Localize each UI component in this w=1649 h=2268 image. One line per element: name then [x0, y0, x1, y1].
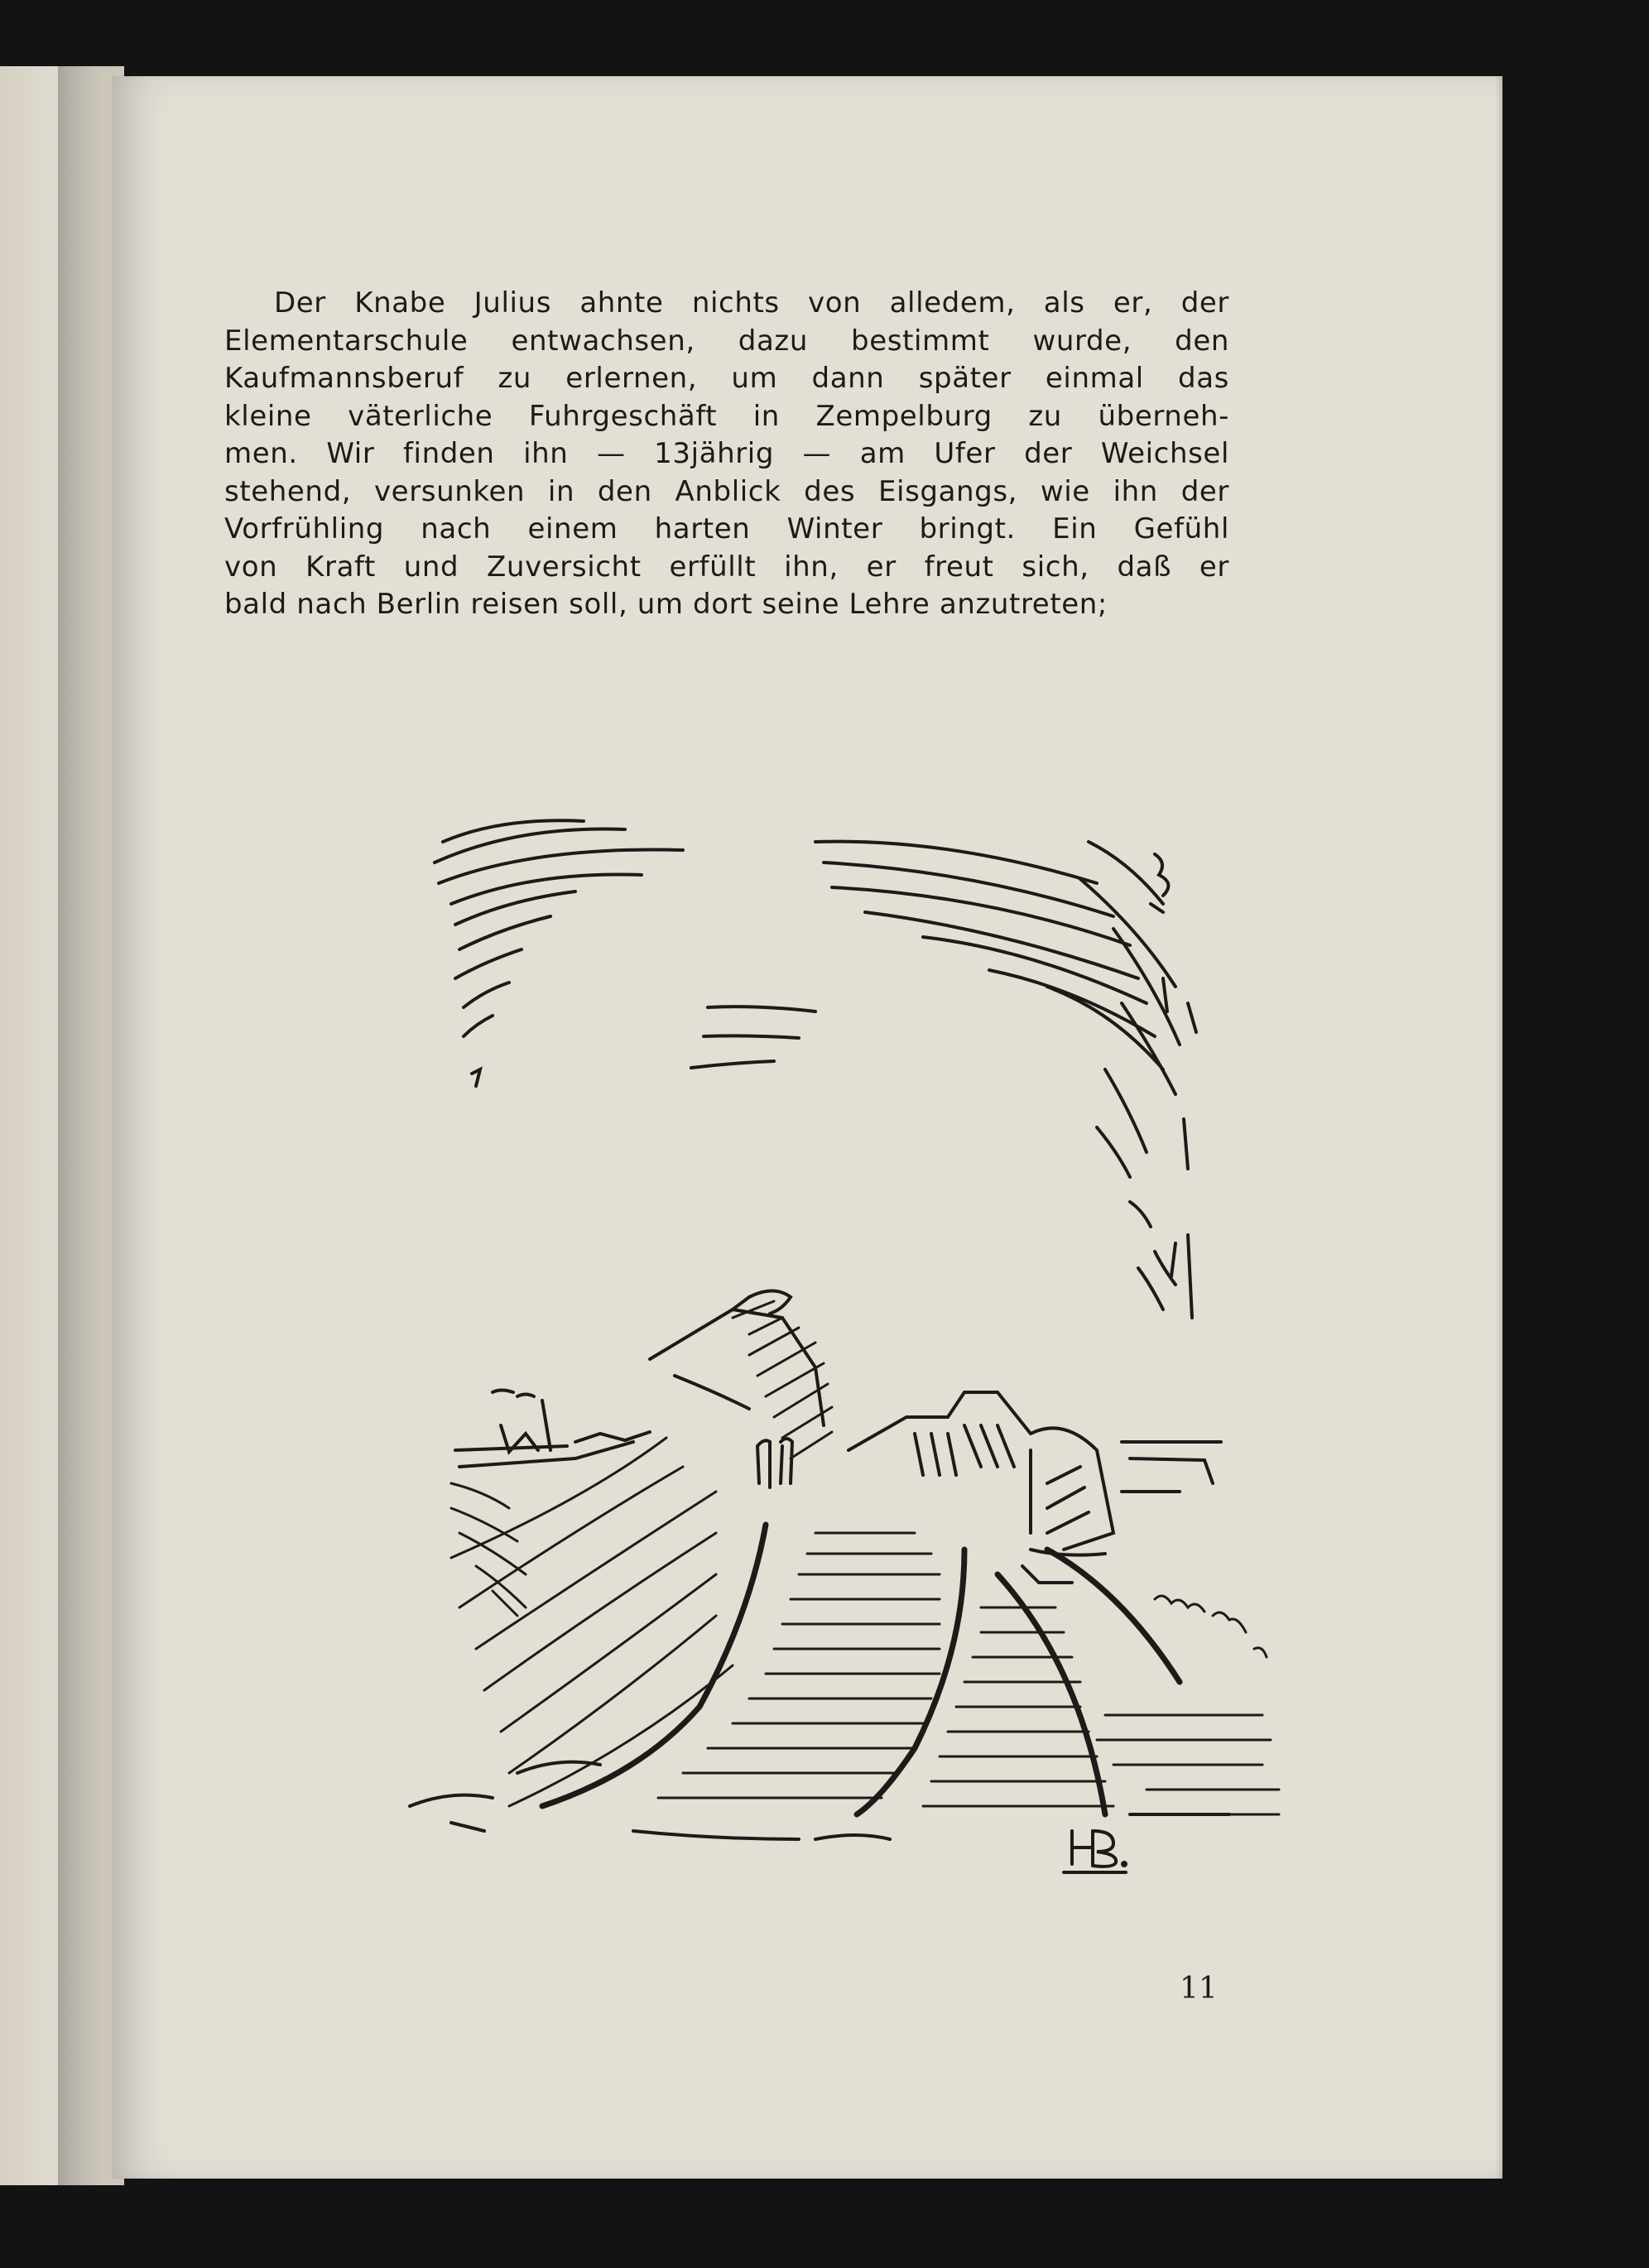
- river-embankment-illustration: [286, 738, 1312, 1889]
- text-line: kleine väterliche Fuhrgeschäft in Zempelburg zu überneh-: [224, 399, 1229, 433]
- text-line: bald nach Berlin reisen soll, um dort seine Lehre anzutreten;: [224, 588, 1108, 621]
- text-line: stehend, versunken in den Anblick des Eisgangs, wie ihn der: [224, 474, 1229, 508]
- text-line: Vorfrühling nach einem harten Winter bringt. Ein Gefühl: [224, 512, 1229, 545]
- text-line: Elementarschule entwachsen, dazu bestimmt wurde, den: [224, 324, 1229, 358]
- house-roof: [650, 1291, 824, 1426]
- riverbank-bushes: [1155, 1596, 1267, 1657]
- mid-sky-dashes: [691, 1007, 815, 1068]
- book-page: [112, 76, 1502, 2179]
- text-line: Der Knabe Julius ahnte nichts von alledem, als er, der: [274, 286, 1229, 320]
- horizon-boats: [455, 1391, 650, 1468]
- monogram-signature: [1064, 1831, 1126, 1872]
- body-paragraph: [224, 285, 1229, 624]
- sky-strokes-right: [815, 842, 1196, 1318]
- road-edges: [542, 1525, 1180, 1814]
- embankment-left: [451, 1438, 733, 1806]
- text-line: Kaufmannsberuf zu erlernen, um dann später einmal das: [224, 362, 1229, 395]
- text-line: men. Wir finden ihn — 13jährig — am Ufer der Weichsel: [224, 437, 1229, 470]
- sky-strokes-left: [435, 820, 683, 1086]
- people-on-path: [757, 1439, 792, 1487]
- text-line: von Kraft und Zuversicht erfüllt ihn, er freut sich, daß er: [224, 550, 1229, 584]
- page-number: 11: [1180, 1972, 1218, 2006]
